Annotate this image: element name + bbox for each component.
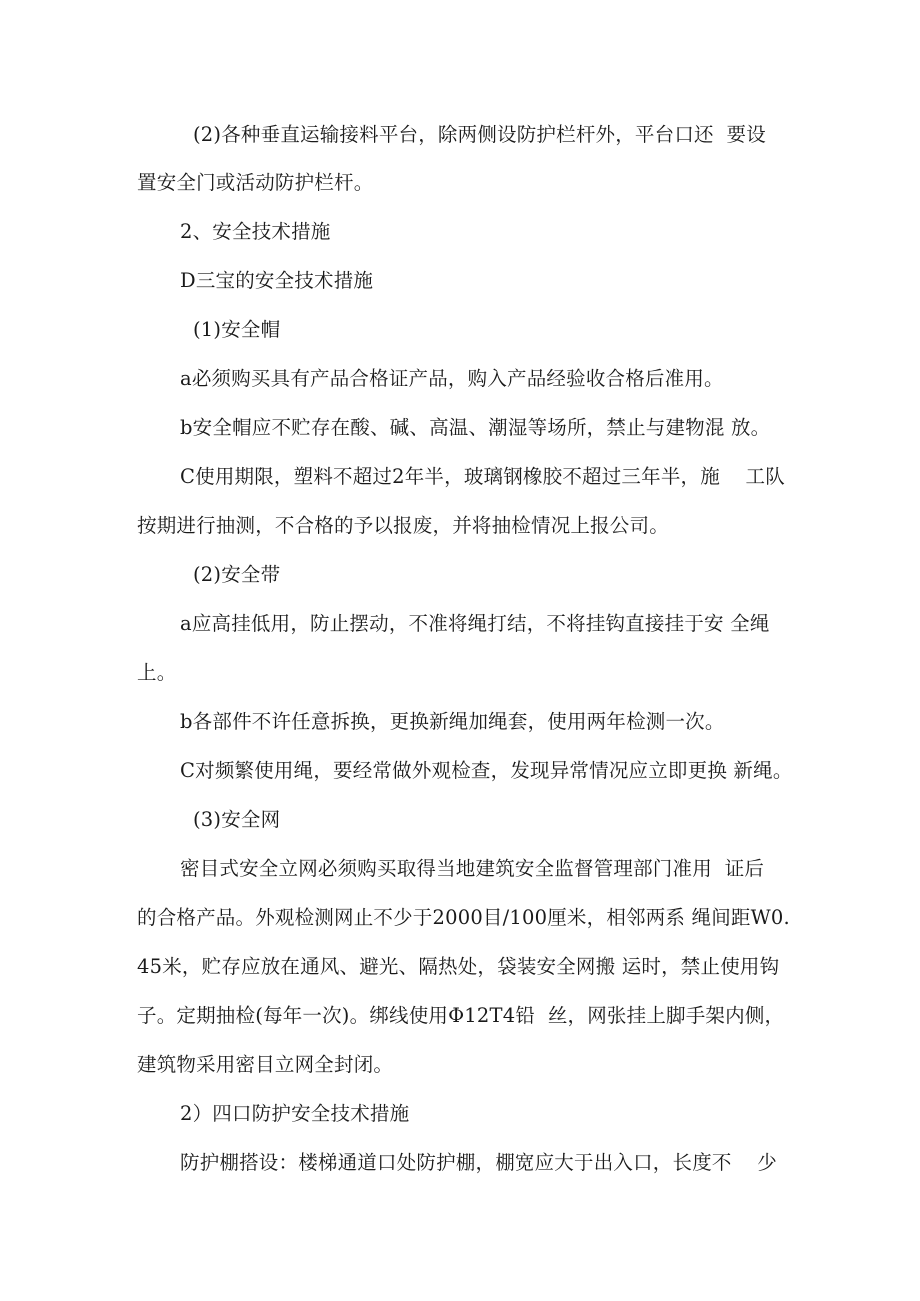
text-line: b各部件不许任意拆换，更换新绳加绳套，使用两年检测一次。 <box>180 710 725 733</box>
text-line: C对频繁使用绳，要经常做外观检查，发现异常情况应立即更换 新绳。 <box>180 759 793 782</box>
text-line: 置安全门或活动防护栏杆。 <box>137 171 374 194</box>
text-line: 上。 <box>137 661 177 684</box>
text-line: 按期进行抽测，不合格的予以报废，并将抽检情况上报公司。 <box>137 514 669 537</box>
text-line: 密目式安全立网必须购买取得当地建筑安全监督管理部门准用 证后 <box>180 857 765 880</box>
item-heading: (3)安全网 <box>193 808 281 831</box>
text-line: 防护棚搭设：楼梯通道口处防护棚，棚宽应大于出入口，长度不 少 <box>180 1151 777 1174</box>
text-line: a应高挂低用，防止摆动，不准将绳打结，不将挂钩直接挂于安 全绳 <box>180 612 770 635</box>
subsection-heading: D三宝的安全技术措施 <box>180 269 374 292</box>
text-line: b安全帽应不贮存在酸、碱、高温、潮湿等场所，禁止与建物混 放。 <box>180 416 771 439</box>
text-line: 的合格产品。外观检测网止不少于2000目/100厘米，相邻两系 绳间距W0. <box>137 906 790 929</box>
item-heading: (2)安全带 <box>193 563 281 586</box>
section-heading: 2、安全技术措施 <box>180 220 331 243</box>
text-line: 子。定期抽检(每年一次)。绑线使用Φ12T4铅 丝，网张挂上脚手架内侧， <box>137 1004 785 1027</box>
text-line: (2)各种垂直运输接料平台，除两侧设防护栏杆外，平台口还 要设 <box>193 123 766 146</box>
text-line: C使用期限，塑料不超过2年半，玻璃钢橡胶不超过三年半，施 工队 <box>180 465 785 488</box>
item-heading: (1)安全帽 <box>193 318 281 341</box>
text-line: a必须购买具有产品合格证产品，购入产品经验收合格后准用。 <box>180 367 724 390</box>
text-line: 45米，贮存应放在通风、避光、隔热处，袋装安全网搬 运时，禁止使用钩 <box>137 955 780 978</box>
subsection-heading: 2）四口防护安全技术措施 <box>180 1102 410 1125</box>
text-line: 建筑物采用密目立网全封闭。 <box>137 1053 394 1076</box>
